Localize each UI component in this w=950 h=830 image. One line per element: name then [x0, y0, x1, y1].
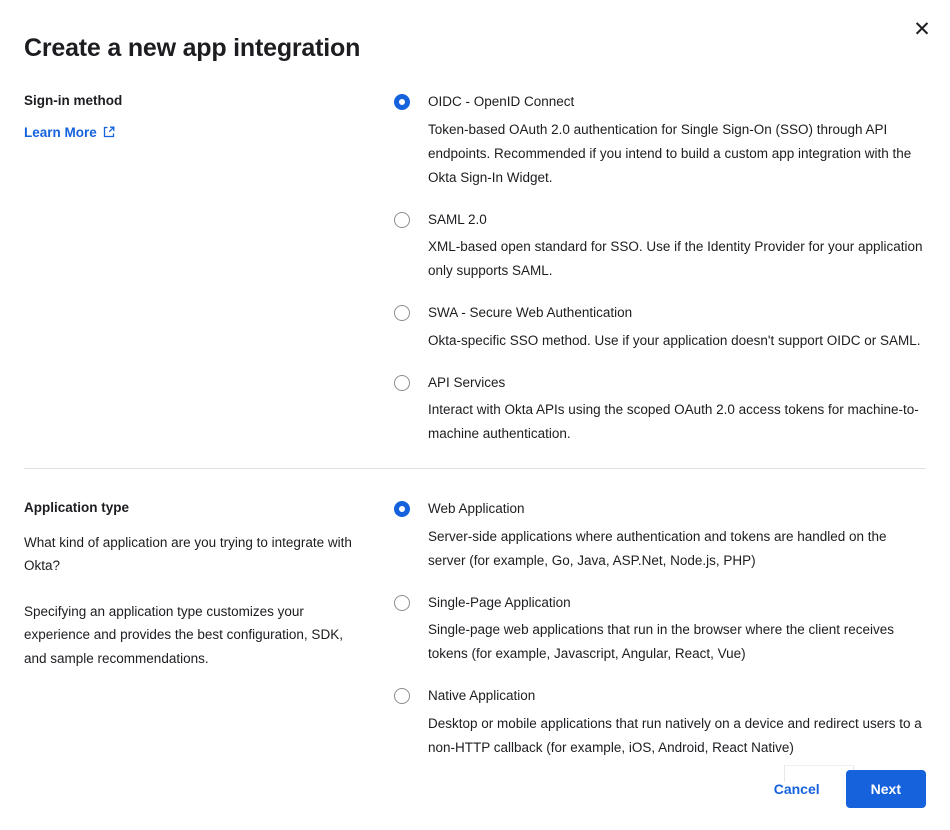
option-description: Desktop or mobile applications that run natively on a device and redirect users to a non-HTTP callback (for example, iOS, Android, React Native): [428, 715, 922, 755]
cancel-button[interactable]: Cancel: [762, 771, 832, 807]
application-type-section: [24, 499, 926, 760]
option-description: XML-based open standard for SSO. Use if the Identity Provider for your application only supports SAML.: [428, 239, 923, 279]
option-title: API Services: [428, 374, 506, 390]
application-type-options: [394, 499, 926, 760]
application-type-left-column: [24, 499, 394, 760]
section-divider: [24, 468, 926, 469]
option-api-services[interactable]: [394, 373, 926, 447]
option-description: Token-based OAuth 2.0 authentication for Single Sign-On (SSO) through API endpoints. Recommended if you intend to build a custom app integration with the Okta Sign-In Widget.: [428, 121, 912, 185]
learn-more-label: Learn More: [24, 124, 97, 140]
application-type-label: Application type: [24, 500, 130, 515]
sign-in-method-label: Sign-in method: [24, 93, 123, 108]
option-title: OIDC - OpenID Connect: [428, 94, 575, 109]
radio-api-services[interactable]: [394, 375, 410, 391]
page-title: Create a new app integration: [24, 34, 361, 62]
option-title: SAML 2.0: [428, 211, 487, 227]
learn-more-link[interactable]: [24, 125, 115, 140]
option-description: Okta-specific SSO method. Use if your application doesn't support OIDC or SAML.: [428, 332, 921, 348]
radio-single-page-application[interactable]: [394, 595, 410, 611]
next-button[interactable]: Next: [846, 770, 926, 808]
radio-swa-secure-web-authentication[interactable]: [394, 305, 410, 321]
radio-native-application[interactable]: [394, 688, 410, 704]
option-description: Single-page web applications that run in the browser where the client receives tokens (for example, Javascript, Angular, React, Vue): [428, 622, 895, 662]
radio-oidc-openid-connect[interactable]: [394, 94, 410, 110]
option-oidc-openid-connect[interactable]: [394, 92, 926, 190]
option-web-application[interactable]: [394, 499, 926, 573]
sign-in-method-left-column: [24, 92, 394, 446]
option-title: Single-Page Application: [428, 594, 571, 610]
option-description: Server-side applications where authentication and tokens are handled on the server (for example, Go, Java, ASP.Net, Node.js, PHP): [428, 528, 887, 568]
option-saml-2-0[interactable]: [394, 210, 926, 284]
radio-saml-2-0[interactable]: [394, 212, 410, 228]
option-description: Interact with Okta APIs using the scoped OAuth 2.0 access tokens for machine-to-machine authentication.: [428, 402, 919, 442]
option-title: Native Application: [428, 688, 536, 704]
dialog-footer: [24, 770, 926, 808]
close-icon[interactable]: ✕: [908, 16, 936, 44]
external-link-icon: [103, 126, 115, 138]
application-type-help-1: What kind of application are you trying to integrate with Okta?: [24, 534, 352, 574]
application-type-help-2: Specifying an application type customizes your experience and provides the best configuration, SDK, and sample recommendations.: [24, 603, 343, 667]
option-single-page-application[interactable]: [394, 593, 926, 667]
radio-web-application[interactable]: [394, 501, 410, 517]
option-native-application[interactable]: [394, 686, 926, 760]
option-title: SWA - Secure Web Authentication: [428, 305, 633, 321]
option-swa-secure-web-authentication[interactable]: [394, 303, 926, 353]
sign-in-method-options: [394, 92, 926, 446]
option-title: Web Application: [428, 501, 525, 516]
sign-in-method-section: [24, 92, 926, 446]
